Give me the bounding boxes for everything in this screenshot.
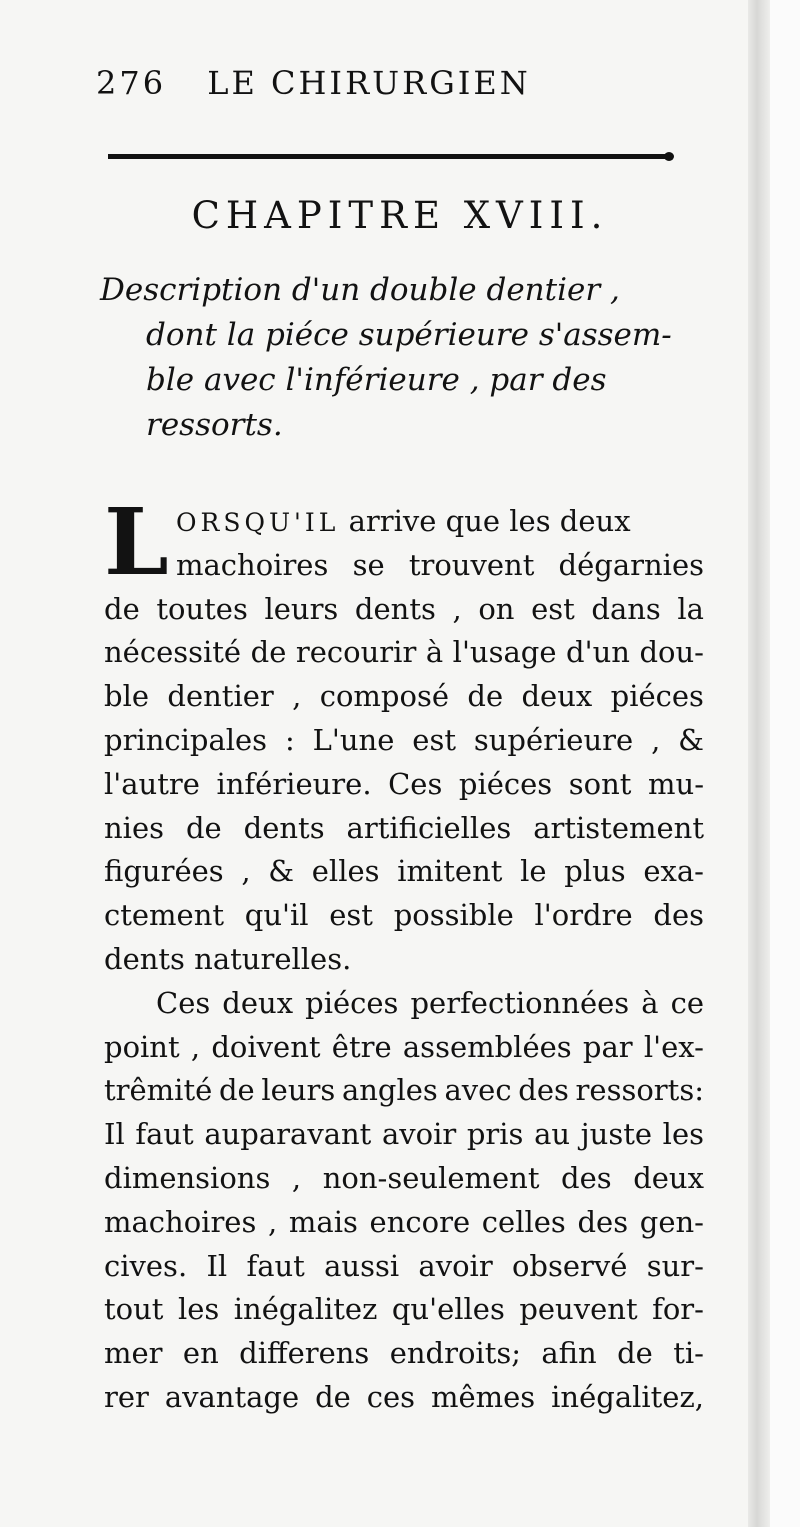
word: de bbox=[467, 679, 504, 714]
word: & bbox=[678, 722, 704, 757]
text-line bbox=[104, 850, 704, 894]
word: inégalitez, bbox=[551, 1379, 704, 1414]
word: Ces bbox=[388, 766, 443, 801]
word: ces bbox=[366, 1379, 416, 1414]
subtitle-line: ressorts. bbox=[146, 407, 283, 443]
word: supérieure bbox=[473, 722, 634, 757]
word: dou- bbox=[639, 635, 704, 670]
page-margin bbox=[770, 0, 800, 1527]
word: composé bbox=[319, 679, 449, 714]
word: mêmes bbox=[430, 1379, 536, 1414]
word: angles bbox=[341, 1073, 438, 1108]
page-edge bbox=[748, 0, 770, 1527]
word: dents bbox=[243, 810, 325, 845]
word: ble bbox=[104, 679, 150, 714]
word: par bbox=[582, 1029, 633, 1064]
word: avec bbox=[444, 1073, 512, 1108]
text-line bbox=[104, 1376, 704, 1420]
word: de bbox=[250, 635, 287, 670]
word: perfectionnées bbox=[410, 985, 630, 1020]
word: nies bbox=[104, 810, 164, 845]
subtitle-line: Description d'un double dentier , bbox=[100, 272, 620, 308]
word: avantage bbox=[164, 1379, 300, 1414]
word: possible bbox=[393, 898, 514, 933]
word: ctement bbox=[104, 898, 225, 933]
word: ressorts: bbox=[575, 1073, 704, 1108]
word: faut bbox=[135, 1117, 194, 1152]
word: avoir bbox=[381, 1117, 457, 1152]
word: Il bbox=[206, 1248, 228, 1283]
text-line bbox=[104, 1245, 704, 1289]
word: afin bbox=[541, 1336, 597, 1371]
word: les bbox=[177, 1292, 220, 1327]
word: au bbox=[534, 1117, 571, 1152]
word: d'un bbox=[566, 635, 630, 670]
text-line: dents naturelles. bbox=[104, 941, 352, 976]
text-line bbox=[104, 807, 704, 851]
word: de bbox=[104, 591, 140, 626]
text-line bbox=[104, 1288, 704, 1332]
word: des bbox=[518, 1073, 569, 1108]
word: trouvent bbox=[408, 547, 535, 582]
word: , bbox=[291, 1160, 302, 1195]
word: mer bbox=[104, 1336, 163, 1371]
word: dégarnies bbox=[558, 547, 704, 582]
word: figurées bbox=[104, 854, 224, 889]
word: ti- bbox=[673, 1336, 704, 1371]
word: deux bbox=[633, 1160, 704, 1195]
text-line bbox=[104, 982, 704, 1026]
word: differens bbox=[239, 1336, 370, 1371]
word: sur- bbox=[646, 1248, 704, 1283]
text-line bbox=[104, 631, 704, 675]
word: qu'il bbox=[244, 898, 309, 933]
word: gen- bbox=[639, 1204, 704, 1239]
word: non-seulement bbox=[322, 1160, 540, 1195]
text-line bbox=[104, 1201, 704, 1245]
word: artistement bbox=[533, 810, 704, 845]
word: se bbox=[352, 547, 385, 582]
chapter-subtitle bbox=[100, 268, 700, 448]
word: inférieure. bbox=[216, 766, 372, 801]
word: doivent bbox=[211, 1029, 321, 1064]
word: observé bbox=[511, 1248, 628, 1283]
word: , bbox=[292, 679, 302, 714]
text-line bbox=[104, 675, 704, 719]
word: être bbox=[331, 1029, 392, 1064]
word: L'une bbox=[312, 722, 395, 757]
text-line bbox=[104, 894, 704, 938]
subtitle-line: dont la piéce supérieure s'assem- bbox=[146, 317, 672, 353]
smallcaps-word: ORSQU'IL bbox=[176, 508, 340, 537]
word: l'autre bbox=[104, 766, 200, 801]
word: la bbox=[677, 591, 704, 626]
word: , bbox=[651, 722, 661, 757]
word: dents bbox=[354, 591, 436, 626]
word: tout bbox=[104, 1292, 164, 1327]
word: est bbox=[531, 591, 575, 626]
running-head-title: LE CHIRURGIEN bbox=[207, 64, 531, 102]
word: encore bbox=[369, 1204, 471, 1239]
text-line bbox=[104, 763, 704, 807]
word: dans bbox=[591, 591, 661, 626]
page-number: 276 bbox=[96, 64, 167, 102]
word: les bbox=[662, 1117, 704, 1152]
word: Ces bbox=[156, 985, 211, 1020]
word: machoires bbox=[176, 547, 329, 582]
word: , bbox=[452, 591, 462, 626]
chapter-title: CHAPITRE XVIII. bbox=[191, 194, 609, 237]
text-line bbox=[176, 544, 704, 588]
word: des bbox=[561, 1160, 612, 1195]
word: à bbox=[641, 985, 659, 1020]
word: point bbox=[104, 1029, 180, 1064]
word: elles bbox=[311, 854, 380, 889]
word: & bbox=[268, 854, 295, 889]
header-rule bbox=[108, 154, 670, 159]
word: piéces bbox=[458, 766, 553, 801]
word: endroits; bbox=[389, 1336, 522, 1371]
word: principales bbox=[104, 722, 268, 757]
word: avoir bbox=[418, 1248, 493, 1283]
word: de bbox=[315, 1379, 351, 1414]
text-line bbox=[104, 1026, 704, 1070]
word: à bbox=[425, 635, 444, 670]
word: ce bbox=[670, 985, 704, 1020]
text-line bbox=[104, 1069, 704, 1113]
word: , bbox=[190, 1029, 201, 1064]
word: l'ex- bbox=[643, 1029, 704, 1064]
word: : bbox=[284, 722, 295, 757]
word: plus bbox=[564, 854, 626, 889]
word: dimensions bbox=[104, 1160, 271, 1195]
word: deux bbox=[222, 985, 294, 1020]
text-line bbox=[104, 1332, 704, 1376]
text-fragment: arrive que les deux bbox=[348, 504, 631, 538]
word: auparavant bbox=[204, 1117, 372, 1152]
word: est bbox=[412, 722, 456, 757]
body-text bbox=[104, 488, 704, 1420]
word: de bbox=[218, 1073, 255, 1108]
word: machoires bbox=[104, 1204, 257, 1239]
word: recourir bbox=[295, 635, 417, 670]
word: trêmité bbox=[104, 1073, 213, 1108]
word: rer bbox=[104, 1379, 149, 1414]
word: cives. bbox=[104, 1248, 188, 1283]
word: leurs bbox=[261, 1073, 336, 1108]
text-line bbox=[176, 500, 704, 545]
text-line bbox=[104, 1113, 704, 1157]
paragraph-opening bbox=[104, 488, 704, 596]
word: juste bbox=[580, 1117, 653, 1152]
word: leurs bbox=[264, 591, 339, 626]
word: en bbox=[182, 1336, 219, 1371]
word: exa- bbox=[643, 854, 704, 889]
word: toutes bbox=[156, 591, 248, 626]
word: est bbox=[329, 898, 373, 933]
word: artificielles bbox=[346, 810, 512, 845]
word: inégalitez bbox=[233, 1292, 378, 1327]
drop-cap: L bbox=[104, 488, 169, 596]
word: mu- bbox=[648, 766, 704, 801]
word: mais bbox=[288, 1204, 358, 1239]
word: des bbox=[577, 1204, 629, 1239]
word: nécessité bbox=[104, 635, 242, 670]
word: qu'elles bbox=[391, 1292, 505, 1327]
text-line bbox=[104, 1157, 704, 1201]
word: piéces bbox=[610, 679, 704, 714]
word: l'ordre bbox=[534, 898, 633, 933]
word: celles bbox=[481, 1204, 566, 1239]
word: aussi bbox=[324, 1248, 400, 1283]
word: assemblées bbox=[402, 1029, 572, 1064]
word: de bbox=[185, 810, 222, 845]
word: deux bbox=[521, 679, 593, 714]
word: des bbox=[653, 898, 704, 933]
text-line bbox=[104, 719, 704, 763]
subtitle-line: ble avec l'inférieure , par des bbox=[146, 362, 607, 398]
word: le bbox=[520, 854, 547, 889]
word: imitent bbox=[397, 854, 503, 889]
word: for- bbox=[652, 1292, 704, 1327]
word: faut bbox=[246, 1248, 305, 1283]
word: , bbox=[241, 854, 251, 889]
word: on bbox=[478, 591, 515, 626]
word: piéces bbox=[305, 985, 399, 1020]
word: dentier bbox=[167, 679, 274, 714]
word: sont bbox=[568, 766, 632, 801]
word: de bbox=[617, 1336, 653, 1371]
word: l'usage bbox=[452, 635, 557, 670]
running-head bbox=[96, 64, 696, 114]
text-line bbox=[104, 588, 704, 632]
word: Il bbox=[104, 1117, 125, 1152]
word: peuvent bbox=[519, 1292, 638, 1327]
word: , bbox=[268, 1204, 278, 1239]
word: pris bbox=[466, 1117, 524, 1152]
